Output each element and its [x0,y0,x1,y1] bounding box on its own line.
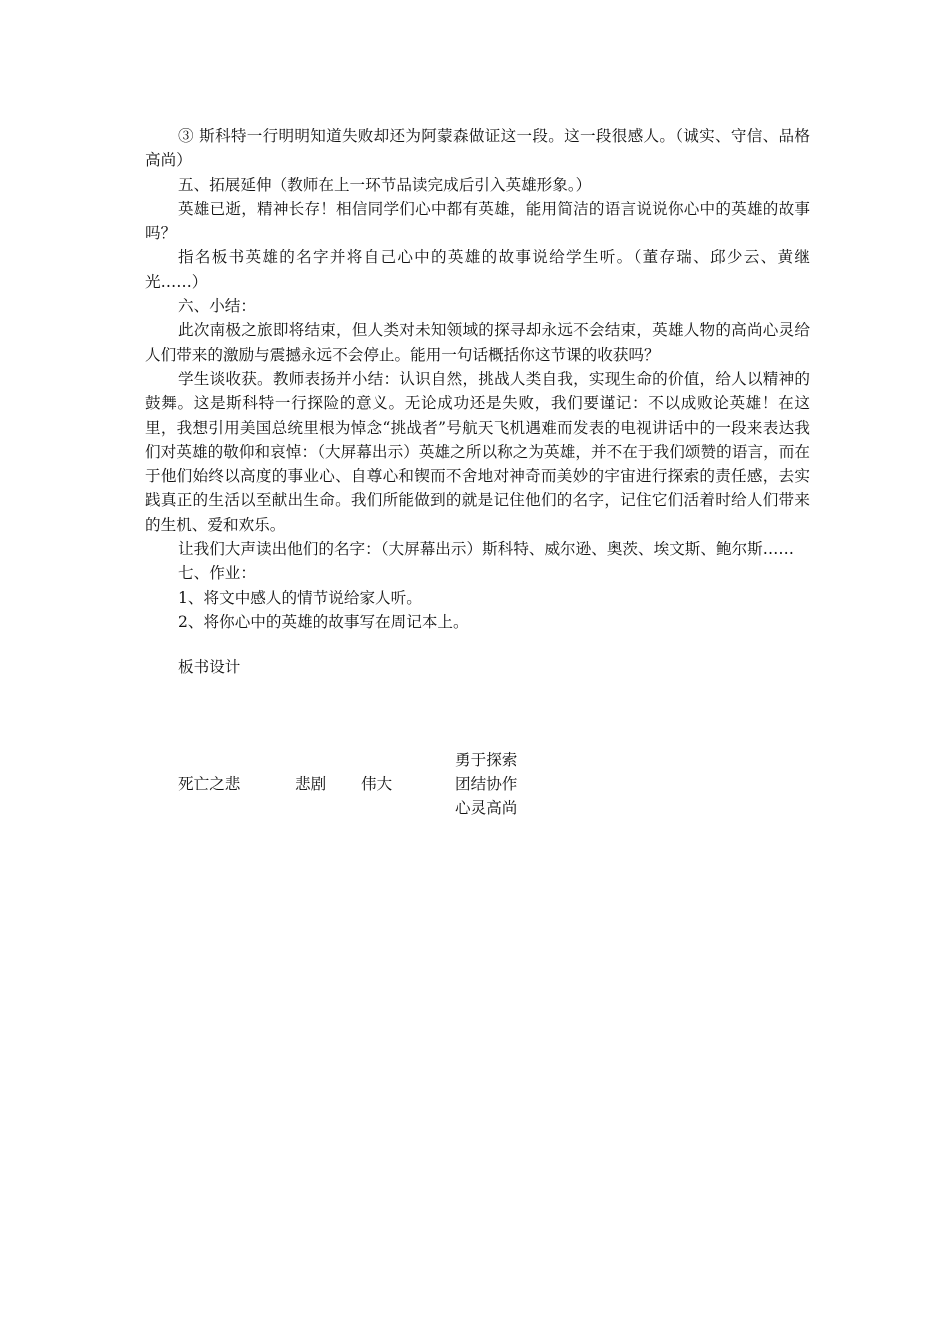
board-item-death-sorrow: 死亡之悲 [178,775,241,793]
paragraph-summary-body: 学生谈收获。教师表扬并小结：认识自然，挑战人类自我，实现生命的价值，给人以精神的鼓舞。这是斯科特一行探险的意义。无论成功还是失败，我们要谨记：不以成败论英雄！在这里，我想引用美国总统里根为悼念“挑战者”号航天飞机遇难而发表的电视讲话中的一段来表达我们对英雄的敬仰和哀悼：（大屏幕出示）英雄之所以称之为英雄，并不在于我们颂赞的语言，而在于他们始终以高度的事业心、自尊心和锲而不舍地对神奇而美妙的宇宙进行探索的责任感，去实践真正的生活以至献出生命。我们所能做到的就是记住他们的名字，记住它们活着时给人们带来的生机、爱和欢乐。 [145,369,810,534]
paragraph-scott-testimony: ③ 斯科特一行明明知道失败却还为阿蒙森做证这一段。这一段很感人。（诚实、守信、品格高尚） [145,127,810,170]
board-item-noble-spirit: 心灵高尚 [455,799,518,817]
board-design-title: 板书设计 [178,658,241,677]
paragraph-read-names: 让我们大声读出他们的名字：（大屏幕出示）斯科特、威尔逊、奥茨、埃文斯、鲍尔斯…… [178,540,794,559]
board-item-cooperate: 团结协作 [455,775,518,793]
heading-extension: 五、拓展延伸（教师在上一环节品读完成后引入英雄形象。） [178,175,592,194]
board-item-tragedy: 悲剧 [295,775,327,793]
heading-homework: 七、作业： [178,564,256,583]
spacer [145,634,810,655]
board-item-greatness: 伟大 [361,775,393,793]
homework-item-1: 1、将文中感人的情节说给家人听。 [178,588,422,607]
paragraph-heroes-question: 英雄已逝，精神长存！相信同学们心中都有英雄，能用简洁的语言说说你心中的英雄的故事吗？ [145,199,810,243]
board-item-explore: 勇于探索 [455,751,518,769]
heading-summary: 六、小结： [178,297,256,316]
paragraph-summary-intro: 此次南极之旅即将结束，但人类对未知领域的探寻却永远不会结束，英雄人物的高尚心灵给人们带来的激励与震撼永远不会停止。能用一句话概括你这节课的收获吗？ [145,321,810,364]
paragraph-hero-names: 指名板书英雄的名字并将自己心中的英雄的故事说给学生听。（董存瑞、邱少云、黄继光……） [145,248,810,291]
document-body [145,124,810,680]
homework-item-2: 2、将你心中的英雄的故事写在周记本上。 [178,612,469,631]
board-design [145,746,810,836]
